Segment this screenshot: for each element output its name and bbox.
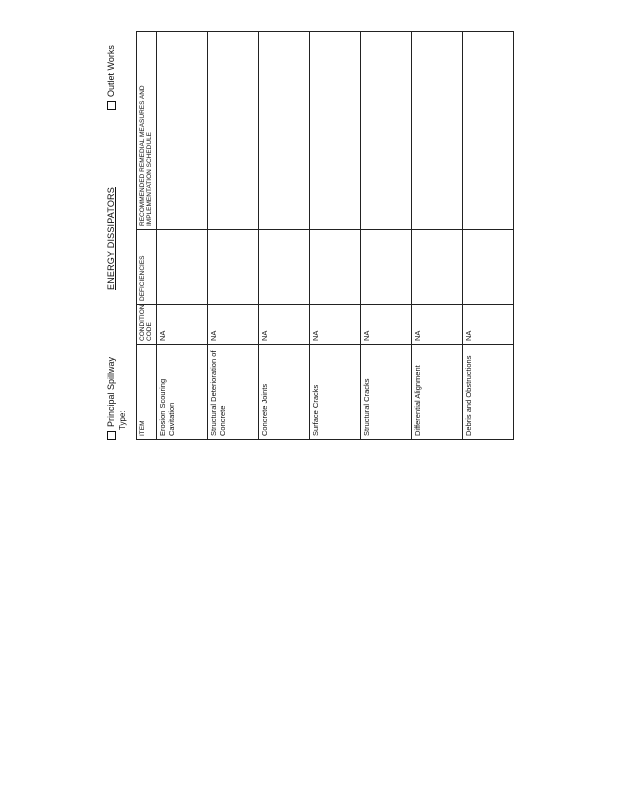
column-header-item: ITEM [137, 345, 157, 440]
row-recommendation-cell[interactable] [258, 32, 309, 230]
row-recommendation-cell[interactable] [360, 32, 411, 230]
table-row [360, 32, 411, 440]
row-deficiencies-cell[interactable] [411, 230, 462, 305]
energy-dissipators-form [106, 32, 538, 440]
row-deficiencies-cell[interactable] [360, 230, 411, 305]
table-row [462, 32, 513, 440]
row-condition-code[interactable]: NA [360, 305, 411, 345]
row-recommendation-cell[interactable] [411, 32, 462, 230]
row-deficiencies-cell[interactable] [207, 230, 258, 305]
row-item: Differential Alignment [411, 345, 462, 440]
row-item: Structural Deterioration of Concrete [207, 345, 258, 440]
table-row [258, 32, 309, 440]
row-item: Structural Cracks [360, 345, 411, 440]
row-recommendation-cell[interactable] [462, 32, 513, 230]
column-header-recommendation: RECOMMENDED REMEDIAL MEASURES AND IMPLEMENTATION SCHEDULE [137, 32, 157, 230]
row-condition-code[interactable]: NA [309, 305, 360, 345]
type-label-row [118, 410, 127, 430]
column-header-deficiencies: DEFICIENCIES [137, 230, 157, 305]
row-item: Debris and Obstructions [462, 345, 513, 440]
table-row [309, 32, 360, 440]
table-header-row [137, 32, 157, 440]
row-deficiencies-cell[interactable] [309, 230, 360, 305]
row-condition-code[interactable]: NA [207, 305, 258, 345]
principal-spillway-option[interactable] [106, 357, 116, 440]
principal-spillway-checkbox[interactable] [107, 431, 116, 440]
outlet-works-label: Outlet Works [106, 45, 116, 97]
row-condition-code[interactable]: NA [156, 305, 207, 345]
table-row [411, 32, 462, 440]
row-condition-code[interactable]: NA [258, 305, 309, 345]
row-item: Erosion Scouring Cavitation [156, 345, 207, 440]
inspection-table [136, 31, 514, 440]
column-header-condition-code: CONDITION CODE [137, 305, 157, 345]
row-deficiencies-cell[interactable] [258, 230, 309, 305]
row-condition-code[interactable]: NA [462, 305, 513, 345]
table-row [207, 32, 258, 440]
row-deficiencies-cell[interactable] [462, 230, 513, 305]
form-title: ENERGY DISSIPATORS [106, 187, 116, 290]
row-item: Surface Cracks [309, 345, 360, 440]
outlet-works-option[interactable] [106, 45, 116, 110]
row-condition-code[interactable]: NA [411, 305, 462, 345]
outlet-works-checkbox[interactable] [107, 101, 116, 110]
type-label: Type: [118, 410, 127, 430]
row-item: Concrete Joints [258, 345, 309, 440]
row-recommendation-cell[interactable] [309, 32, 360, 230]
row-deficiencies-cell[interactable] [156, 230, 207, 305]
row-recommendation-cell[interactable] [207, 32, 258, 230]
row-recommendation-cell[interactable] [156, 32, 207, 230]
table-row [156, 32, 207, 440]
principal-spillway-label: Principal Spillway [106, 356, 116, 427]
